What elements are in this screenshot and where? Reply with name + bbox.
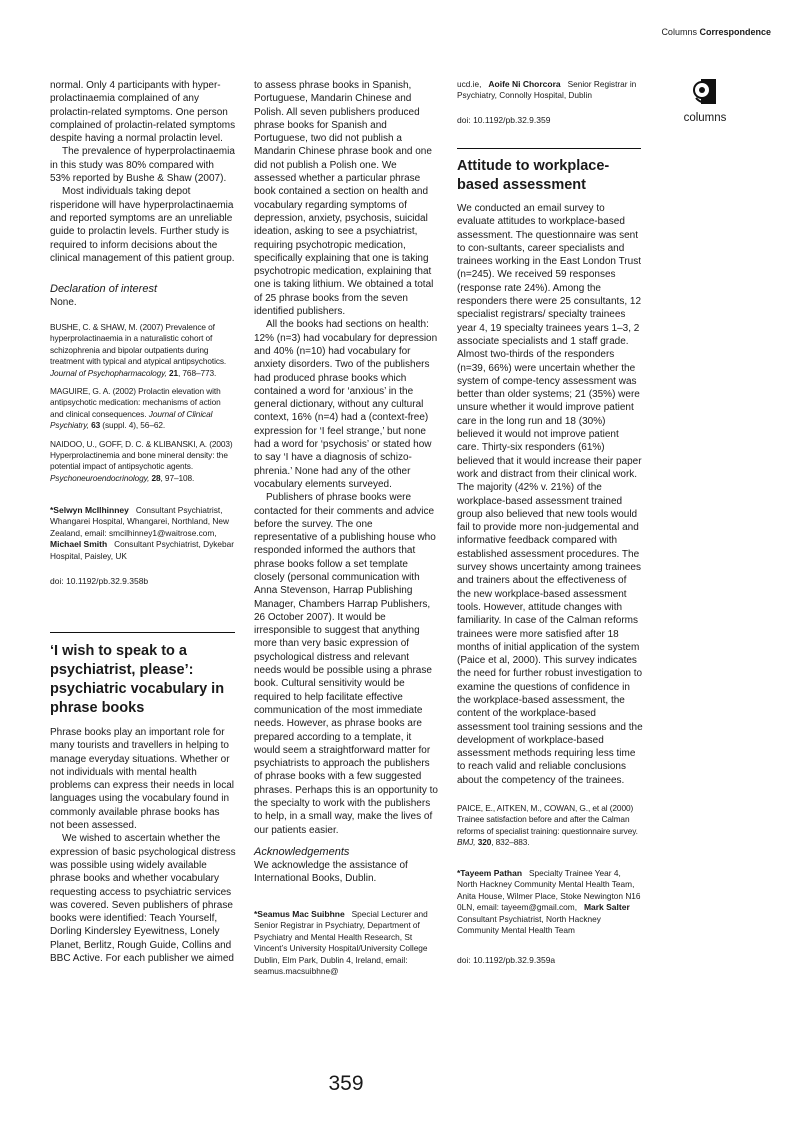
reference: NAIDOO, U., GOFF, D. C. & KLIBANSKI, A. (2003) Hyperprolactinemia and bone mineral density: the potential impact of antipsychotic agents. Psychoneuroendocrinology, 28, 97–108. bbox=[50, 438, 233, 483]
declaration-heading: Declaration of interest bbox=[50, 283, 157, 295]
paragraph: to assess phrase books in Spanish, Portuguese, Mandarin Chinese and Polish. All seven publishers produced phrase books for Spanish and Portuguese, two did not publish a Mandarin Chinese phrase book and one did not publish a Polish one. We assessed whether a particular phrase book contained a section on health and vocabulary regarding symptoms of depression, anxiety, psychosis, suicidal ideation, asking to see a psychiatrist, requiring psychotropic medication, specifically explaining that one is taking psychotropic medication, explaining that one is taking lithium. We obtained a total of 25 phrase books from the seven identified publishers. bbox=[254, 80, 434, 318]
author-block bbox=[457, 868, 643, 936]
article-title: Attitude to workplace-based assessment bbox=[457, 158, 610, 193]
sidebar-label: columns bbox=[683, 112, 727, 124]
columns-sidebar bbox=[672, 78, 738, 124]
author-block bbox=[50, 505, 236, 562]
paragraph: Publishers of phrase books were contacted for their comments and advice before the survey. The one representative of a publishing house who responded informed the authors that phrase books follow a set template closely (personal communication with Anna Stevenson, Harrap Publishing Manager, Chambers Harrap Publishers, 26 October 2007). It would be irresponsible to suggest that anything more than very basic expression of psychological distress and relevant needs would be possible using a phrase book. Cultural sensitivity would be required to help facilitate effective communication of the most immediate needs. However, as phrase books are prepared according to a template, it would seem a straightforward matter for psychiatrists to approach the publishers of phrase books with a few suggested phrases. Perhaps this is an opportunity to the specialty to work with the publishers to help, in a small way, make the lives of our patients easier. bbox=[254, 492, 438, 836]
running-header bbox=[661, 27, 771, 37]
author-name: Mark Salter bbox=[583, 902, 630, 913]
doi-link[interactable]: doi: 10.1192/pb.32.9.359 bbox=[457, 115, 551, 125]
column-1-text bbox=[50, 79, 236, 265]
reference: PAICE, E., AITKEN, M., COWAN, G., et al (2000) Trainee satisfaction before and after the Calman reforms of specialist training: questionnaire survey. BMJ, 320, 832–883. bbox=[457, 803, 638, 848]
acknowledgements-heading: Acknowledgements bbox=[254, 846, 350, 858]
author-info: Specialty Trainee Year 4, North Hackney Community Mental Health Team, Anita House, Wilmer Place, Stoke Newington N16 0LN, email: tayeem@gmail.com, bbox=[457, 868, 641, 913]
article-title: ‘I wish to speak to a psychiatrist, please’: psychiatric vocabulary in phrase books bbox=[50, 643, 225, 716]
header-subsection: Correspondence bbox=[699, 27, 771, 37]
paragraph: We conducted an email survey to evaluate attitudes to workplace-based assessment. The questionnaire was sent to con-sultants, career specialists and trainees working in the East London Trust (n=245). We received 59 responses (response rate 24%). Among the responders there were 25 consultants, 12 specialist registrars/ specialty trainees year 4, 19 specialty trainees years 1–3, 2 associate specialists and 1 staff grade. Almost two-thirds of the responders (n=39, 66%) were uncertain whether the system of compe-tency assessment was better than older systems; 21 (35%) were unsure whether it would improve patient care in the long run and 18 (30%) believed it would not improve patient care. Thirty-six responders (61%) believed that it would increase their paper work and distract from their clinical work. The majority (42% v. 21%) of the workplace-based assessment trained group also believed that new tools would fail to provide more non-judgemental and informative feedback compared with established assessment procedures. The survey shows uncertainty among trainees and trainers about the effectiveness of the new workplace-based assessment tools. However, attitude changes with familiarity. In case of the Calman reforms trainees were more satisfied after 18 months of initial application of the system (Paice et al, 2000). This survey indicates the need for further robust investigation to examine the questions of confidence in the workplace-based assessment, the content of the workplace-based assessment tool training sessions and the development of workplace-based assessment methods requiring less time to reach valid and reliable conclusions about the competency of the trainees. bbox=[457, 203, 643, 786]
author-block bbox=[254, 909, 438, 977]
author-info: Senior Registrar in Psychiatry, Connolly Hospital, Dublin bbox=[457, 79, 637, 101]
divider bbox=[50, 632, 235, 633]
paragraph: All the books had sections on health: 12% (n=3) had vocabulary for depression and 40% (n=10) had vocabulary for anxiety disorders. Two of the publishers had produced phrase books which contained a word for ‘anxious’ in the general dictionary, without any cultural context, 16% (n=4) had a (context-free) expression for ‘I feel strange,’ but none had a word for ‘psychosis’ or stated how to say ‘I have a diagnosis of schizo-phrenia.’ None had any of the other vocabulary elements surveyed. bbox=[254, 319, 438, 490]
author-info: Consultant Psychiatrist, Whangarei Hospital, Whangarei, Northland, New Zealand, email: smcilhinney1@waitrose.com, bbox=[50, 505, 229, 538]
author-info: Consultant Psychiatrist, North Hackney Community Mental Health Team bbox=[457, 913, 601, 936]
doi-link[interactable]: doi: 10.1192/pb.32.9.359a bbox=[457, 955, 556, 965]
columns-head-logo-icon bbox=[692, 78, 718, 106]
reference: MAGUIRE, G. A. (2002) Prolactin elevation with antipsychotic medication: mechanisms of action and clinical consequences. Journal of Clinical Psychiatry, 63 (suppl. 4), 56–62. bbox=[50, 386, 221, 431]
author-info: Consultant Psychiatrist, Dykebar Hospital, Paisley, UK bbox=[50, 539, 234, 561]
paragraph: Most individuals taking depot risperidone will have hyperprolactinaemia and reported symptoms are an unreliable guide to prolactin levels. Further study is required to inform decisions about the clinical management of this patient group. bbox=[50, 186, 235, 264]
paragraph: The prevalence of hyperprolactinaemia in this study was 80% compared with 53% reported by Bushe & Shaw (2007). bbox=[50, 146, 235, 185]
author-name: Aoife Ni Chorcora bbox=[488, 79, 561, 89]
paragraph: Phrase books play an important role for many tourists and travellers in helping to manage everyday situations. Whether or not individuals with mental health problems can express their needs in local languages using the vocabulary found in commonly available phrase books has not been assessed. bbox=[50, 727, 234, 832]
references bbox=[50, 322, 236, 491]
author-name: *Seamus Mac Suibhne bbox=[254, 909, 345, 919]
author-name: *Tayeem Pathan bbox=[457, 868, 523, 878]
header-section: Columns bbox=[661, 27, 697, 37]
author-name: Michael Smith bbox=[50, 539, 108, 550]
paragraph: normal. Only 4 participants with hyper-prolactinaemia complained of any prolactin-related symptoms. One person complained of prolactin-related symptoms despite having a normal prolactin level. bbox=[50, 80, 236, 145]
reference: BUSHE, C. & SHAW, M. (2007) Prevalence of hyperprolactinaemia in a naturalistic cohort of schizophrenia and bipolar outpatients during treatment with typical and atypical antipsychotics. Journal of Psychopharmacology, 21, 768–773. bbox=[50, 322, 227, 378]
author-block: ucd.ie, Aoife Ni Chorcora Senior Registrar in Psychiatry, Connolly Hospital, Dublin bbox=[457, 79, 637, 101]
divider bbox=[457, 148, 641, 149]
author-name: *Selwyn McIlhinney bbox=[50, 505, 129, 515]
column-2-text bbox=[254, 79, 438, 837]
doi-link[interactable]: doi: 10.1192/pb.32.9.358b bbox=[50, 576, 149, 586]
author-info: Special Lecturer and Senior Registrar in Psychiatry, Department of Psychiatry and Mental Health Research, St Vincent’s University Hospital/University College Dublin, Elm Park, Dublin 4, Ireland, email: seamus.macsuibhne@ bbox=[254, 909, 428, 977]
declaration-text: None. bbox=[50, 297, 77, 308]
acknowledgements-text: We acknowledge the assistance of International Books, Dublin. bbox=[254, 860, 408, 885]
paragraph: We wished to ascertain whether the expression of basic psychological distress was possible using widely available phrase books and whether vocabulary requesting access to psychiatric services was covered. Seven publishers of phrase books were identified: Teach Yourself, Dorling Kindersley Eyewitness, Lonely Planet, Berlitz, Rough Guide, Collins and BBC Active. For each publisher we aimed bbox=[50, 833, 236, 965]
page-number: 359 bbox=[328, 1072, 364, 1095]
